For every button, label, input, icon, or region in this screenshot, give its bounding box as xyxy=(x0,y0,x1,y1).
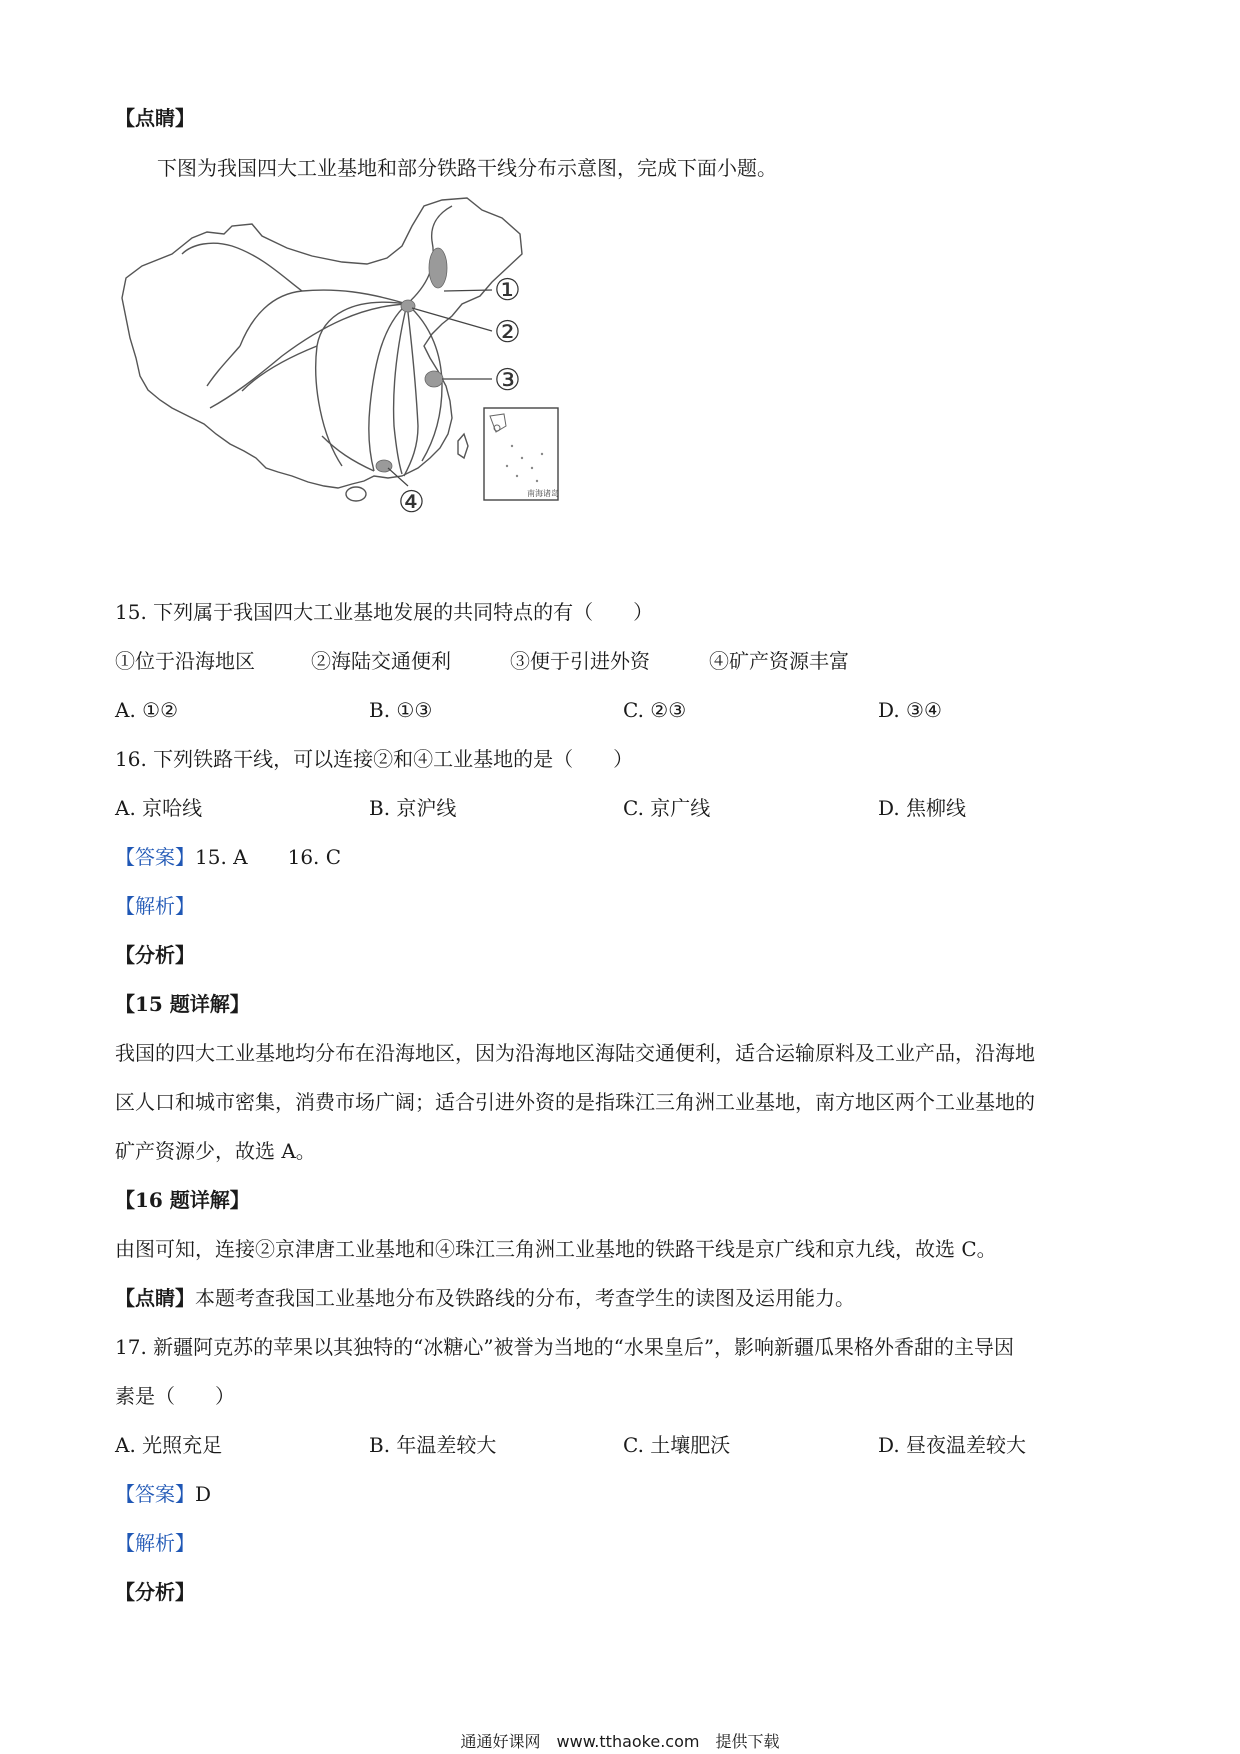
marker-1: ① xyxy=(494,273,521,308)
base-3-huning xyxy=(425,371,443,387)
intro-text: 下图为我国四大工业基地和部分铁路干线分布示意图，完成下面小题。 xyxy=(157,156,777,180)
answer-2-label: 【答案】 xyxy=(115,1482,195,1506)
q15-option-a: A. ①② xyxy=(115,698,179,722)
q15-option-d: D. ③④ xyxy=(878,698,942,722)
answer-label: 【答案】 xyxy=(115,845,195,869)
china-map-figure xyxy=(112,196,632,571)
q15-stem: 15. 下列属于我国四大工业基地发展的共同特点的有（ ） xyxy=(115,600,654,624)
base-1-liaozhong xyxy=(429,248,447,288)
jiexi-heading-1: 【解析】 xyxy=(115,894,195,918)
q15-statement-1: ①位于沿海地区 xyxy=(115,649,255,673)
dianjing-2 xyxy=(115,1284,855,1312)
dianjing-2-text: 本题考查我国工业基地分布及铁路线的分布，考查学生的读图及运用能力。 xyxy=(195,1286,855,1310)
detail15-line-3: 矿产资源少，故选 A。 xyxy=(115,1139,316,1163)
q17-stem-line-2: 素是（ ） xyxy=(115,1384,235,1408)
inset-label: 南海诸岛 xyxy=(527,489,559,498)
answer-value: 15. A 16. C xyxy=(195,845,342,869)
marker-2: ② xyxy=(494,315,521,350)
detail15-title: 【15 题详解】 xyxy=(115,992,250,1016)
fenxi-heading-2: 【分析】 xyxy=(115,1580,195,1604)
answer-1 xyxy=(115,843,341,871)
q16-option-c: C. 京广线 xyxy=(623,796,711,820)
q15-option-b: B. ①③ xyxy=(369,698,433,722)
q17-stem-line-1: 17. 新疆阿克苏的苹果以其独特的“冰糖心”被誉为当地的“水果皇后”，影响新疆瓜果格外香甜的主导因 xyxy=(115,1335,1015,1359)
page-footer: 通通好课网 www.tthaoke.com 提供下载 xyxy=(460,1732,780,1751)
q17-option-c: C. 土壤肥沃 xyxy=(623,1433,731,1457)
marker-4: ④ xyxy=(398,485,425,520)
answer-2-value: D xyxy=(195,1482,212,1506)
dianjing-2-label: 【点睛】 xyxy=(115,1286,195,1310)
china-outline xyxy=(122,198,522,488)
south-china-sea-inset xyxy=(484,408,559,500)
q15-statement-2: ②海陆交通便利 xyxy=(311,649,451,673)
marker-3: ③ xyxy=(494,363,521,398)
detail15-line-2: 区人口和城市密集，消费市场广阔；适合引进外资的是指珠江三角洲工业基地，南方地区两个工业基地的 xyxy=(115,1090,1035,1114)
q16-option-d: D. 焦柳线 xyxy=(878,796,967,820)
q15-option-c: C. ②③ xyxy=(623,698,687,722)
q16-option-a: A. 京哈线 xyxy=(115,796,203,820)
hainan-island xyxy=(346,487,366,501)
jiexi-heading-2: 【解析】 xyxy=(115,1531,195,1555)
section-heading-dianjing: 【点睛】 xyxy=(115,106,195,130)
q16-option-b: B. 京沪线 xyxy=(369,796,457,820)
answer-2 xyxy=(115,1480,211,1508)
q17-option-b: B. 年温差较大 xyxy=(369,1433,497,1457)
fenxi-heading-1: 【分析】 xyxy=(115,943,195,967)
detail16-text: 由图可知，连接②京津唐工业基地和④珠江三角洲工业基地的铁路干线是京广线和京九线，故选 C。 xyxy=(115,1237,997,1261)
q17-option-d: D. 昼夜温差较大 xyxy=(878,1433,1027,1457)
detail16-title: 【16 题详解】 xyxy=(115,1188,250,1212)
q15-statement-4: ④矿产资源丰富 xyxy=(709,649,849,673)
detail15-line-1: 我国的四大工业基地均分布在沿海地区，因为沿海地区海陆交通便利，适合运输原料及工业产品，沿海地 xyxy=(115,1041,1035,1065)
q16-stem: 16. 下列铁路干线，可以连接②和④工业基地的是（ ） xyxy=(115,747,634,771)
q15-statement-3: ③便于引进外资 xyxy=(510,649,650,673)
base-2-jingjintang xyxy=(401,300,415,312)
q17-option-a: A. 光照充足 xyxy=(115,1433,223,1457)
taiwan-island xyxy=(458,434,468,458)
